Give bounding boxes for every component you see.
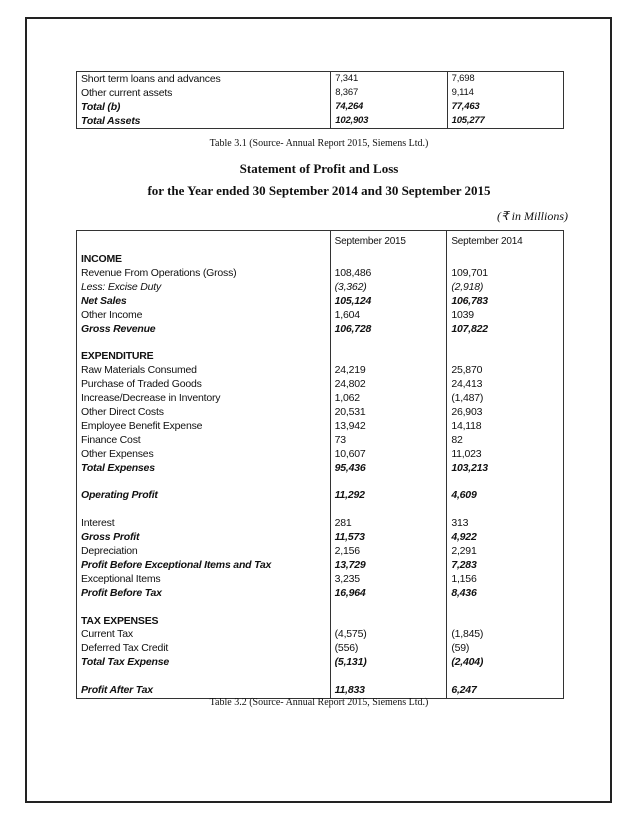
value-2015: 106,728 <box>330 323 447 337</box>
header-blank-cell <box>77 231 331 254</box>
value-2014: 106,783 <box>447 295 564 309</box>
value-2014: 7,283 <box>447 559 564 573</box>
value-2015: 108,486 <box>330 267 447 281</box>
value-2014: 77,463 <box>447 100 563 114</box>
value-2014: (2,404) <box>447 656 564 670</box>
table-row <box>77 86 564 100</box>
row-label <box>77 670 331 684</box>
row-label: Depreciation <box>77 545 331 559</box>
row-label: EXPENDITURE <box>77 350 331 364</box>
value-2015: 102,903 <box>331 114 447 129</box>
value-2015: 74,264 <box>331 100 447 114</box>
table-row <box>77 489 564 503</box>
row-label: Profit Before Tax <box>77 587 331 601</box>
value-2014: 24,413 <box>447 378 564 392</box>
table-row <box>77 323 564 337</box>
table-row <box>77 378 564 392</box>
table-3-1-caption: Table 3.1 (Source- Annual Report 2015, Siemens Ltd.) <box>209 138 429 149</box>
col-header-2014: September 2014 <box>447 231 564 254</box>
value-2015: 24,802 <box>330 378 447 392</box>
row-label: Profit After Tax <box>77 684 331 698</box>
row-label: Other Direct Costs <box>77 406 331 420</box>
table-row <box>77 309 564 323</box>
value-2014: 82 <box>447 434 564 448</box>
statement-subtitle: for the Year ended 30 September 2014 and 30 September 2015 <box>147 183 491 198</box>
row-label: Interest <box>77 517 331 531</box>
value-2014 <box>447 475 564 489</box>
row-label: Purchase of Traded Goods <box>77 378 331 392</box>
table-row <box>77 253 564 267</box>
value-2014: 25,870 <box>447 364 564 378</box>
value-2014 <box>447 503 564 517</box>
value-2015: (5,131) <box>330 656 447 670</box>
balance-sheet-table <box>76 71 564 129</box>
row-label: Gross Revenue <box>77 323 331 337</box>
value-2015: 1,062 <box>330 392 447 406</box>
col-header-2015: September 2015 <box>330 231 447 254</box>
value-2015: 2,156 <box>330 545 447 559</box>
row-label: Less: Excise Duty <box>77 281 331 295</box>
row-label: Revenue From Operations (Gross) <box>77 267 331 281</box>
row-label: Exceptional Items <box>77 573 331 587</box>
row-label: Net Sales <box>77 295 331 309</box>
table-row <box>77 295 564 309</box>
units-label: (₹ in Millions) <box>497 209 568 223</box>
value-2015 <box>330 670 447 684</box>
table-row <box>77 434 564 448</box>
row-label: Increase/Decrease in Inventory <box>77 392 331 406</box>
value-2015 <box>330 253 447 267</box>
value-2014 <box>447 350 564 364</box>
value-2015 <box>330 350 447 364</box>
table-row <box>77 281 564 295</box>
value-2015: (556) <box>330 642 447 656</box>
value-2014: 103,213 <box>447 462 564 476</box>
row-label: Deferred Tax Credit <box>77 642 331 656</box>
value-2015 <box>330 475 447 489</box>
value-2015: 13,729 <box>330 559 447 573</box>
value-2015: 20,531 <box>330 406 447 420</box>
row-label: Operating Profit <box>77 489 331 503</box>
row-label: Employee Benefit Expense <box>77 420 331 434</box>
value-2015: (4,575) <box>330 628 447 642</box>
value-2014: 6,247 <box>447 684 564 698</box>
table-row <box>77 559 564 573</box>
row-label: Gross Profit <box>77 531 331 545</box>
value-2014: 105,277 <box>447 114 563 129</box>
table-row <box>77 336 564 350</box>
table-row <box>77 448 564 462</box>
row-label: Total (b) <box>77 100 331 114</box>
value-2015: 10,607 <box>330 448 447 462</box>
value-2015: 73 <box>330 434 447 448</box>
table-row <box>77 545 564 559</box>
row-label: TAX EXPENSES <box>77 615 331 629</box>
value-2015: 24,219 <box>330 364 447 378</box>
table-3-2-caption: Table 3.2 (Source- Annual Report 2015, Siemens Ltd.) <box>209 697 429 708</box>
value-2015: 3,235 <box>330 573 447 587</box>
table-row <box>77 503 564 517</box>
value-2014: 26,903 <box>447 406 564 420</box>
value-2014: (2,918) <box>447 281 564 295</box>
value-2014 <box>447 601 564 615</box>
profit-loss-table <box>76 230 564 699</box>
table-row <box>77 475 564 489</box>
table-row <box>77 517 564 531</box>
row-label: Other Income <box>77 309 331 323</box>
row-label <box>77 601 331 615</box>
table-row <box>77 114 564 129</box>
value-2014: 8,436 <box>447 587 564 601</box>
value-2015 <box>330 336 447 350</box>
value-2014: 1,156 <box>447 573 564 587</box>
value-2015 <box>330 601 447 615</box>
value-2015: 13,942 <box>330 420 447 434</box>
value-2014: 107,822 <box>447 323 564 337</box>
row-label: Total Assets <box>77 114 331 129</box>
value-2015: 11,573 <box>330 531 447 545</box>
value-2014: (1,487) <box>447 392 564 406</box>
table-row <box>77 531 564 545</box>
table-row <box>77 392 564 406</box>
value-2015: (3,362) <box>330 281 447 295</box>
value-2015: 16,964 <box>330 587 447 601</box>
value-2015: 7,341 <box>331 72 447 87</box>
value-2014: 1039 <box>447 309 564 323</box>
row-label: Profit Before Exceptional Items and Tax <box>77 559 331 573</box>
row-label: Current Tax <box>77 628 331 642</box>
row-label: INCOME <box>77 253 331 267</box>
row-label: Total Tax Expense <box>77 656 331 670</box>
value-2014: 4,609 <box>447 489 564 503</box>
value-2015 <box>330 503 447 517</box>
value-2014: 313 <box>447 517 564 531</box>
table-header-row <box>77 231 564 254</box>
table-row <box>77 573 564 587</box>
value-2015 <box>330 615 447 629</box>
value-2015: 8,367 <box>331 86 447 100</box>
value-2014: (59) <box>447 642 564 656</box>
table-row <box>77 587 564 601</box>
row-label: Total Expenses <box>77 462 331 476</box>
table-row <box>77 462 564 476</box>
table-row <box>77 267 564 281</box>
table-row <box>77 615 564 629</box>
value-2014: 9,114 <box>447 86 563 100</box>
table-row <box>77 628 564 642</box>
row-label: Short term loans and advances <box>77 72 331 87</box>
row-label: Other current assets <box>77 86 331 100</box>
value-2014: 109,701 <box>447 267 564 281</box>
value-2015: 1,604 <box>330 309 447 323</box>
table-row <box>77 601 564 615</box>
statement-title: Statement of Profit and Loss <box>239 161 399 176</box>
row-label <box>77 475 331 489</box>
table-row <box>77 656 564 670</box>
row-label: Raw Materials Consumed <box>77 364 331 378</box>
value-2015: 281 <box>330 517 447 531</box>
row-label: Finance Cost <box>77 434 331 448</box>
table-row <box>77 406 564 420</box>
value-2014 <box>447 615 564 629</box>
value-2014: 7,698 <box>447 72 563 87</box>
value-2014 <box>447 253 564 267</box>
table-row <box>77 642 564 656</box>
value-2014: (1,845) <box>447 628 564 642</box>
row-label <box>77 503 331 517</box>
table-row <box>77 670 564 684</box>
value-2015: 11,833 <box>330 684 447 698</box>
value-2015: 105,124 <box>330 295 447 309</box>
table-row <box>77 100 564 114</box>
table-row <box>77 72 564 87</box>
value-2014: 14,118 <box>447 420 564 434</box>
table-row <box>77 350 564 364</box>
value-2015: 11,292 <box>330 489 447 503</box>
value-2014: 4,922 <box>447 531 564 545</box>
table-row <box>77 420 564 434</box>
value-2014 <box>447 670 564 684</box>
value-2014 <box>447 336 564 350</box>
value-2014: 11,023 <box>447 448 564 462</box>
row-label <box>77 336 331 350</box>
value-2015: 95,436 <box>330 462 447 476</box>
row-label: Other Expenses <box>77 448 331 462</box>
value-2014: 2,291 <box>447 545 564 559</box>
table-row <box>77 364 564 378</box>
